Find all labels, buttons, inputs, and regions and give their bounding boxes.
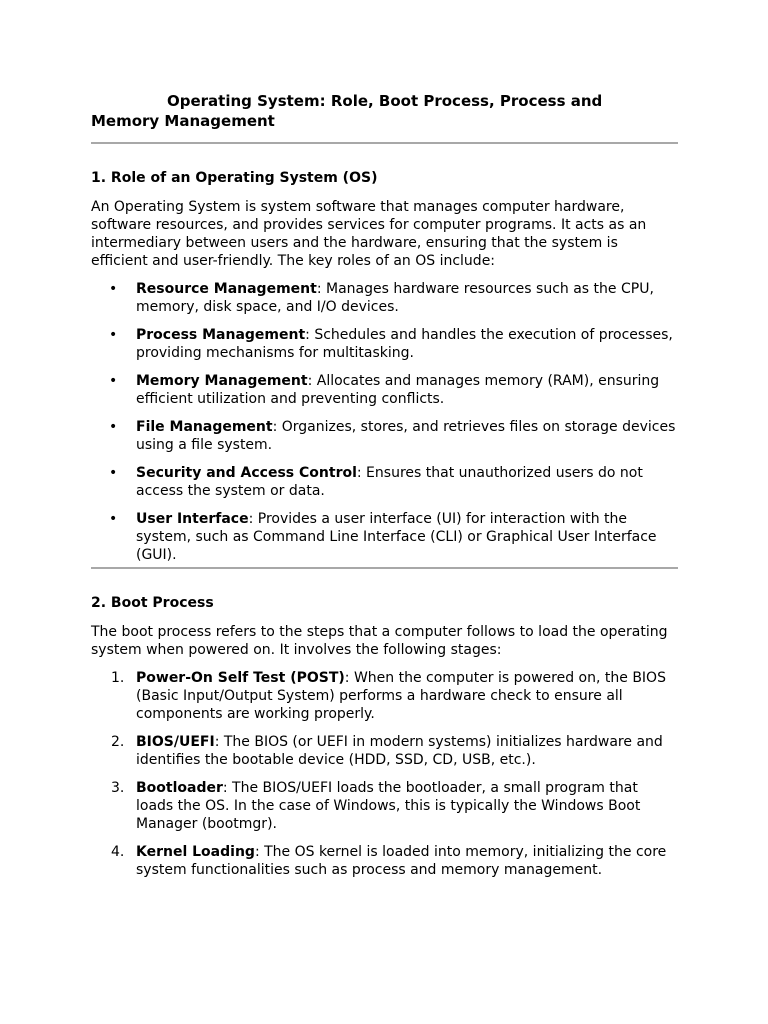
item-text: : Organizes, stores, and retrieves files on storage devices using a file system. — [136, 419, 676, 453]
item-text: : Provides a user interface (UI) for interaction with the system, such as Command Line Interface (CLI) or Graphical User Interface (GUI). — [136, 511, 657, 563]
bullet-icon: • — [109, 511, 118, 527]
item-term: Resource Management — [136, 281, 317, 297]
item-text: : Allocates and manages memory (RAM), ensuring efficient utilization and preventing conflicts. — [136, 373, 660, 407]
item-term: File Management — [136, 419, 273, 435]
item-term: Power-On Self Test (POST) — [136, 670, 345, 686]
item-term: User Interface — [136, 511, 249, 527]
item-number: 4. — [111, 844, 125, 860]
item-text: : When the computer is powered on, the BIOS (Basic Input/Output System) performs a hardware check to ensure all components are working properly. — [136, 670, 666, 722]
section-heading-boot: 2. Boot Process — [91, 595, 214, 611]
item-text: : Schedules and handles the execution of processes, providing mechanisms for multitasking. — [136, 327, 673, 361]
page-title: Operating System: Role, Boot Process, Process and Memory Management — [91, 92, 603, 130]
divider — [91, 142, 678, 144]
item-term: Memory Management — [136, 373, 308, 389]
list-item — [91, 418, 678, 454]
item-number: 1. — [111, 670, 125, 686]
item-number: 3. — [111, 780, 125, 796]
bullet-icon: • — [109, 373, 118, 389]
item-text: : The BIOS (or UEFI in modern systems) initializes hardware and identifies the bootable device (HDD, SSD, CD, USB, etc.). — [136, 734, 663, 768]
item-text: : The OS kernel is loaded into memory, initializing the core system functionalities such as process and memory management. — [136, 844, 667, 878]
list-item — [91, 669, 678, 723]
list-item — [91, 779, 678, 833]
item-text: : Manages hardware resources such as the CPU, memory, disk space, and I/O devices. — [136, 281, 654, 315]
divider — [91, 567, 678, 569]
list-item — [91, 372, 678, 408]
section-intro-boot: The boot process refers to the steps that a computer follows to load the operating system when powered on. It involves the following stages: — [91, 624, 668, 658]
list-item — [91, 280, 678, 316]
item-term: BIOS/UEFI — [136, 734, 215, 750]
bullet-icon: • — [109, 419, 118, 435]
bullet-icon: • — [109, 281, 118, 297]
section-heading-role: 1. Role of an Operating System (OS) — [91, 170, 378, 186]
item-text: : The BIOS/UEFI loads the bootloader, a small program that loads the OS. In the case of Windows, this is typically the Windows Boot Manager (bootmgr). — [136, 780, 641, 832]
section-intro-role: An Operating System is system software that manages computer hardware, software resources, and provides services for computer programs. It acts as an intermediary between users and the hardware, ensuring that the system is efficient and user-friendly. The key roles of an OS include: — [91, 199, 647, 269]
list-item — [91, 464, 678, 500]
item-term: Process Management — [136, 327, 306, 343]
item-term: Bootloader — [136, 780, 223, 796]
roles-list — [91, 280, 678, 564]
item-term: Security and Access Control — [136, 465, 357, 481]
list-item — [91, 510, 678, 564]
bullet-icon: • — [109, 465, 118, 481]
list-item — [91, 733, 678, 769]
boot-stages-list — [91, 669, 678, 879]
item-number: 2. — [111, 734, 125, 750]
item-term: Kernel Loading — [136, 844, 255, 860]
item-text: : Ensures that unauthorized users do not access the system or data. — [136, 465, 643, 499]
list-item — [91, 843, 678, 879]
bullet-icon: • — [109, 327, 118, 343]
list-item — [91, 326, 678, 362]
